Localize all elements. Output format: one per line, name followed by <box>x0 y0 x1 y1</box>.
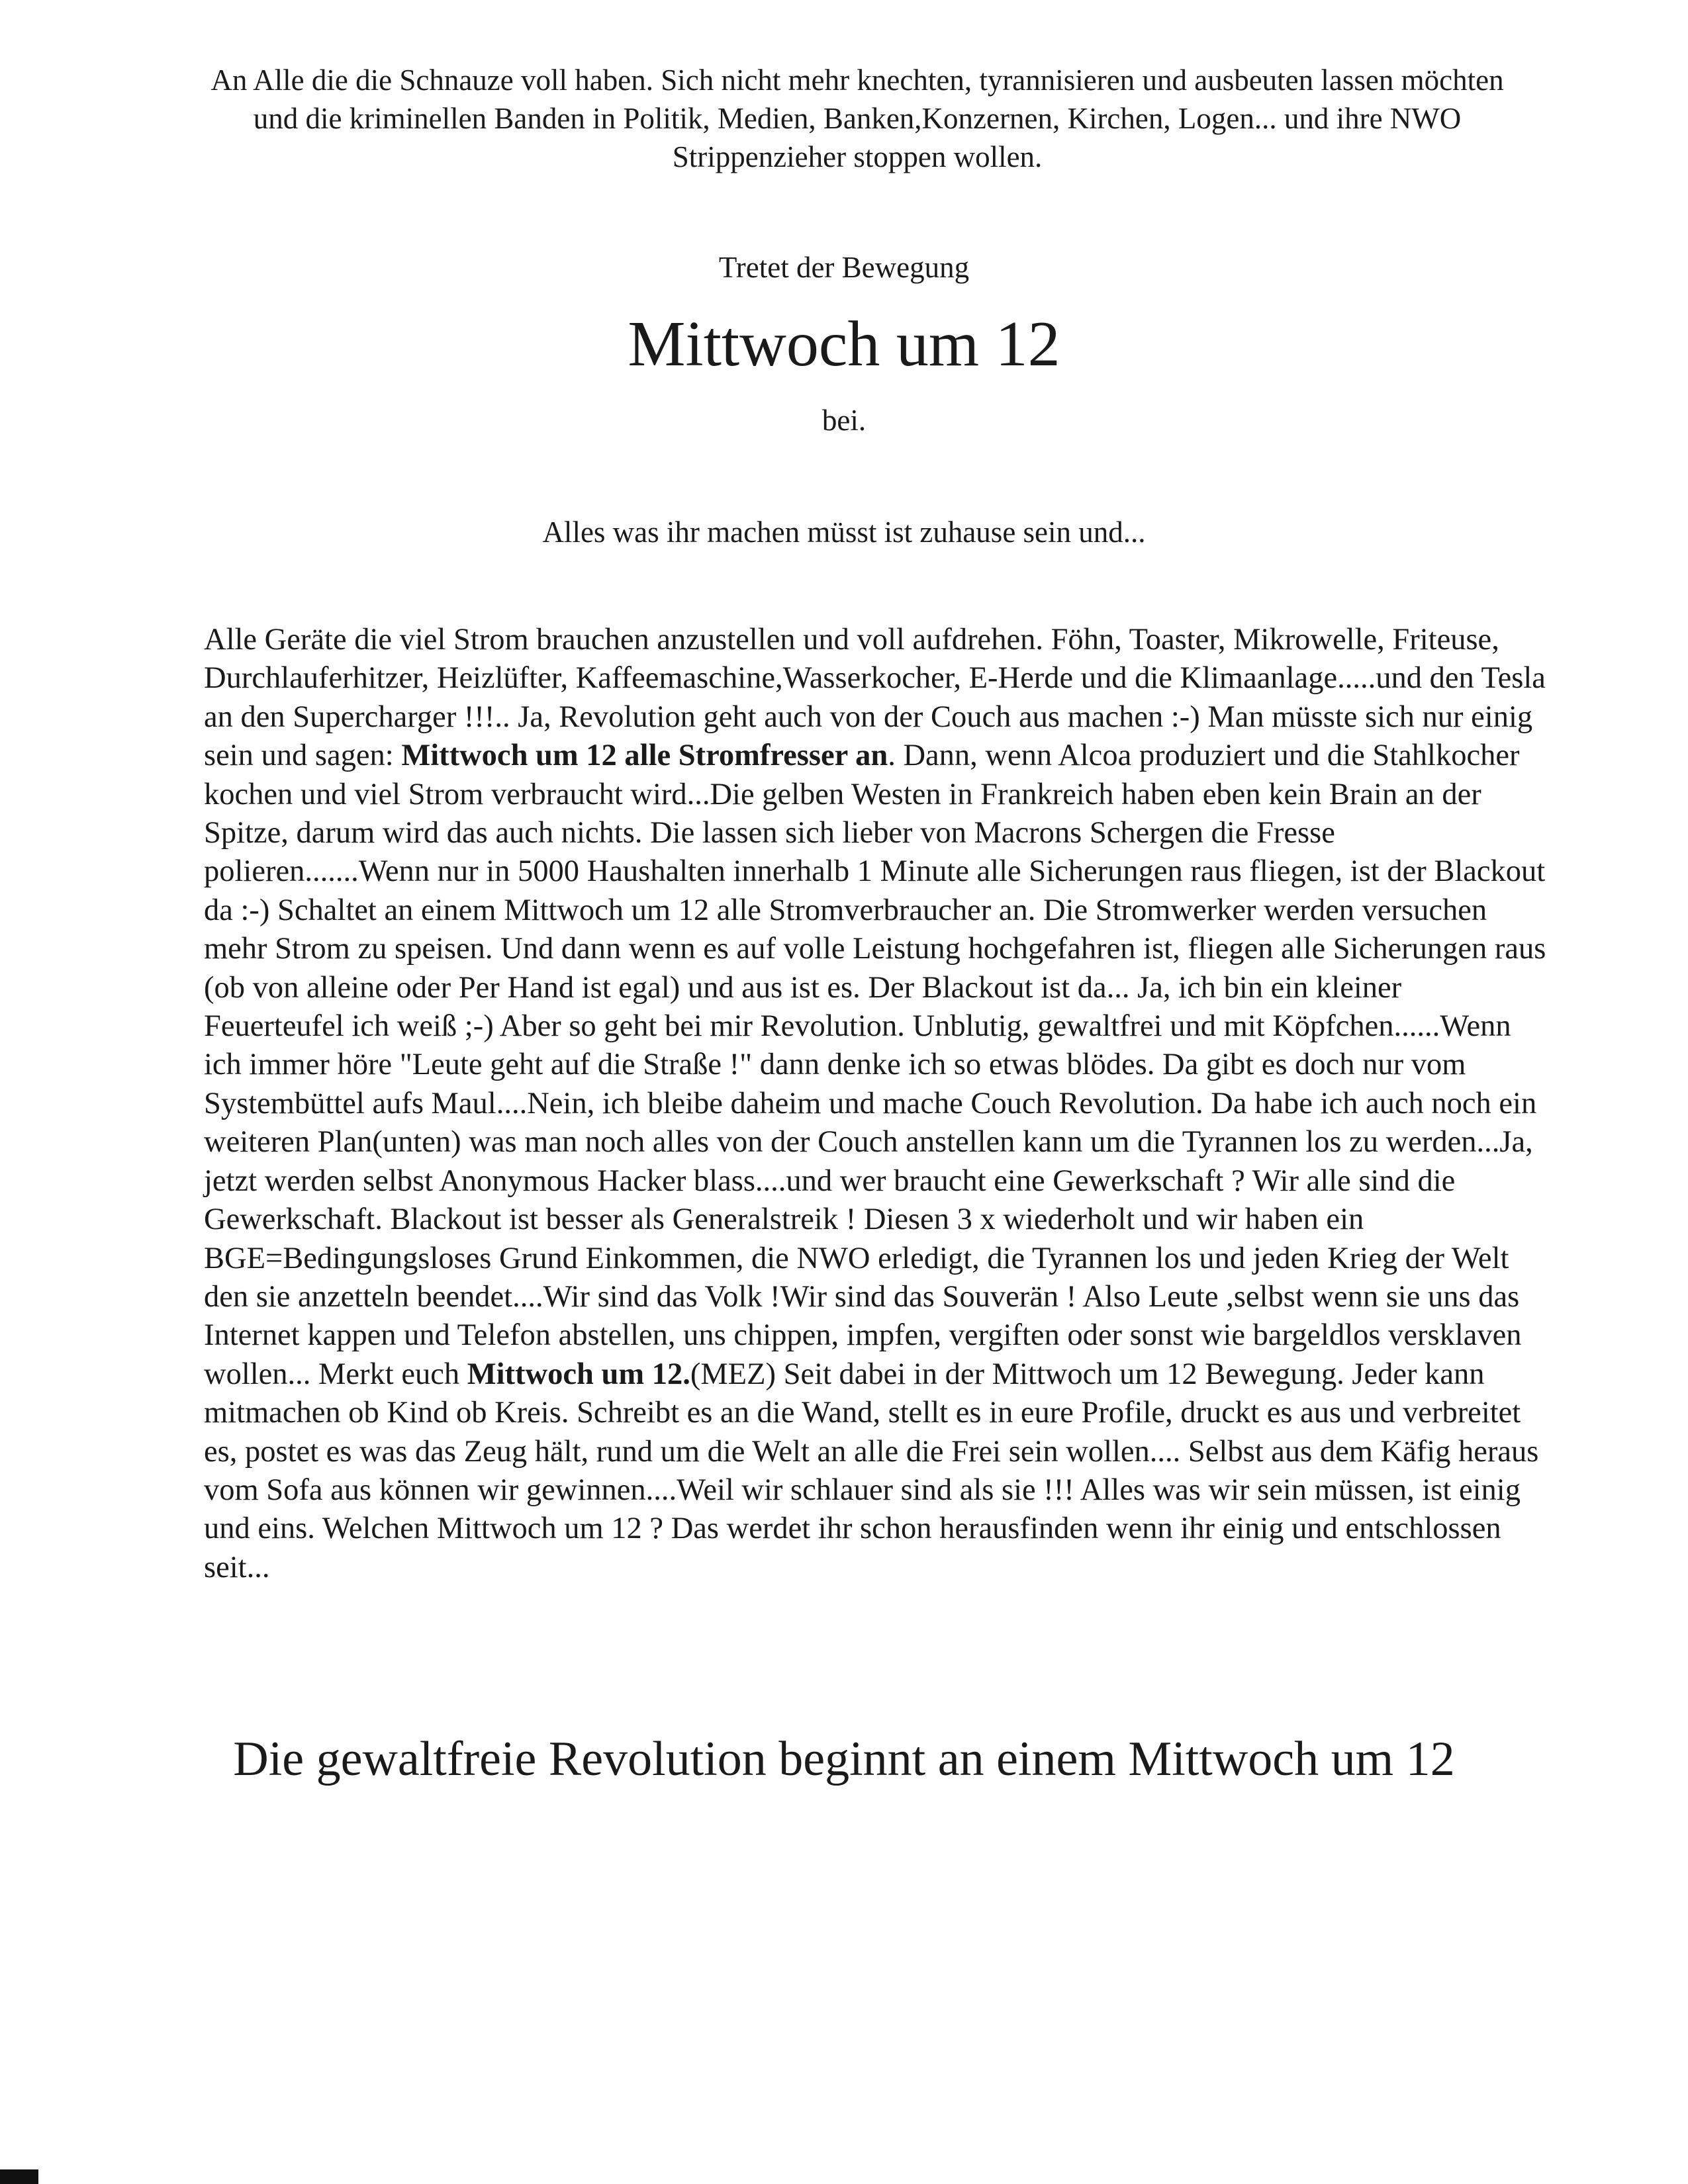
body-paragraph <box>204 621 1548 1587</box>
page-title: Mittwoch um 12 <box>628 308 1060 380</box>
instruction-line: Alles was ihr machen müsst ist zuhause sein und... <box>542 516 1146 549</box>
scan-mark <box>0 2169 38 2184</box>
body-text-part-3: (MEZ) Seit dabei in der Mittwoch um 12 Bewegung. Jeder kann mitmachen ob Kind ob Kreis. Schreibt es an die Wand, stellt es in eure Profile, druckt es aus und verbreitet es, postet es was das Zeug hält, rund um die Welt an alle die Frei sein wollen.... Selbst aus dem Käfig heraus vom Sofa aus können wir gewinnen....Weil wir schlauer sind als sie !!! Alles was wir sein müssen, ist einig und eins. Welchen Mittwoch um 12 ? Das werdet ihr schon herausfinden wenn ihr einig und entschlossen seit... <box>204 1357 1539 1584</box>
tretet-line: Tretet der Bewegung <box>718 251 970 284</box>
closing-line: Die gewaltfreie Revolution beginnt an einem Mittwoch um 12 <box>233 1732 1455 1786</box>
body-bold-2: Mittwoch um 12. <box>467 1357 690 1391</box>
body-text-part-2: . Dann, wenn Alcoa produziert und die Stahlkocher kochen und viel Strom verbraucht wird...Die gelben Westen in Frankreich haben eben kein Brain an der Spitze, darum wird das auch nichts. Die lassen sich lieber von Macrons Schergen die Fresse polieren.......Wenn nur in 5000 Haushalten innerhalb 1 Minute alle Sicherungen raus fliegen, ist der Blackout da :-) Schaltet an einem Mittwoch um 12 alle Stromverbraucher an. Die Stromwerker werden versuchen mehr Strom zu speisen. Und dann wenn es auf volle Leistung hochgefahren ist, fliegen alle Sicherungen raus (ob von alleine oder Per Hand ist egal) und aus ist es. Der Blackout ist da... Ja, ich bin ein kleiner Feuerteufel ich weiß ;-) Aber so geht bei mir Revolution. Unblutig, gewaltfrei und mit Köpfchen......Wenn ich immer höre "Leute geht auf die Straße !" dann denke ich so etwas blödes. Da gibt es doch nur vom Systembüttel aufs Maul....Nein, ich bleibe daheim und mache Couch Revolution. Da habe ich auch noch ein weiteren Plan(unten) was man noch alles von der Couch anstellen kann um die Tyrannen los zu werden...Ja, jetzt werden selbst Anonymous Hacker blass....und wer braucht eine Gewerkschaft ? Wir alle sind die Gewerkschaft. Blackout ist besser als Generalstreik ! Diesen 3 x wiederholt und wir haben ein BGE=Bedingungsloses Grund Einkommen, die NWO erledigt, die Tyrannen los und jeden Krieg der Welt den sie anzetteln beendet....Wir sind das Volk !Wir sind das Souverän ! Also Leute ,selbst wenn sie uns das Internet kappen und Telefon abstellen, uns chippen, impfen, vergiften oder sonst wie bargeldlos versklaven wollen... Merkt euch <box>204 739 1546 1391</box>
intro-paragraph: An Alle die die Schnauze voll haben. Sich nicht mehr knechten, tyrannisieren und ausbeuten lassen möchten und die kriminellen Banden in Politik, Medien, Banken,Konzernen, Kirchen, Logen... und ihre NWO Strippenzieher stoppen wollen. <box>211 64 1504 173</box>
bei-line: bei. <box>821 404 867 437</box>
body-text-part-1: Alle Geräte die viel Strom brauchen anzustellen und voll aufdrehen. Föhn, Toaster, Mikrowelle, Friteuse, Durchlauferhitzer, Heizlüfter, Kaffeemaschine,Wasserkocher, E-Herde und die Klimaanlage.....und den Tesla an den Supercharger !!!.. Ja, Revolution geht auch von der Couch aus machen :-) Man müsste sich nur einig sein und sagen: <box>204 623 1546 773</box>
body-bold-1: Mittwoch um 12 alle Stromfresser an <box>401 739 888 773</box>
